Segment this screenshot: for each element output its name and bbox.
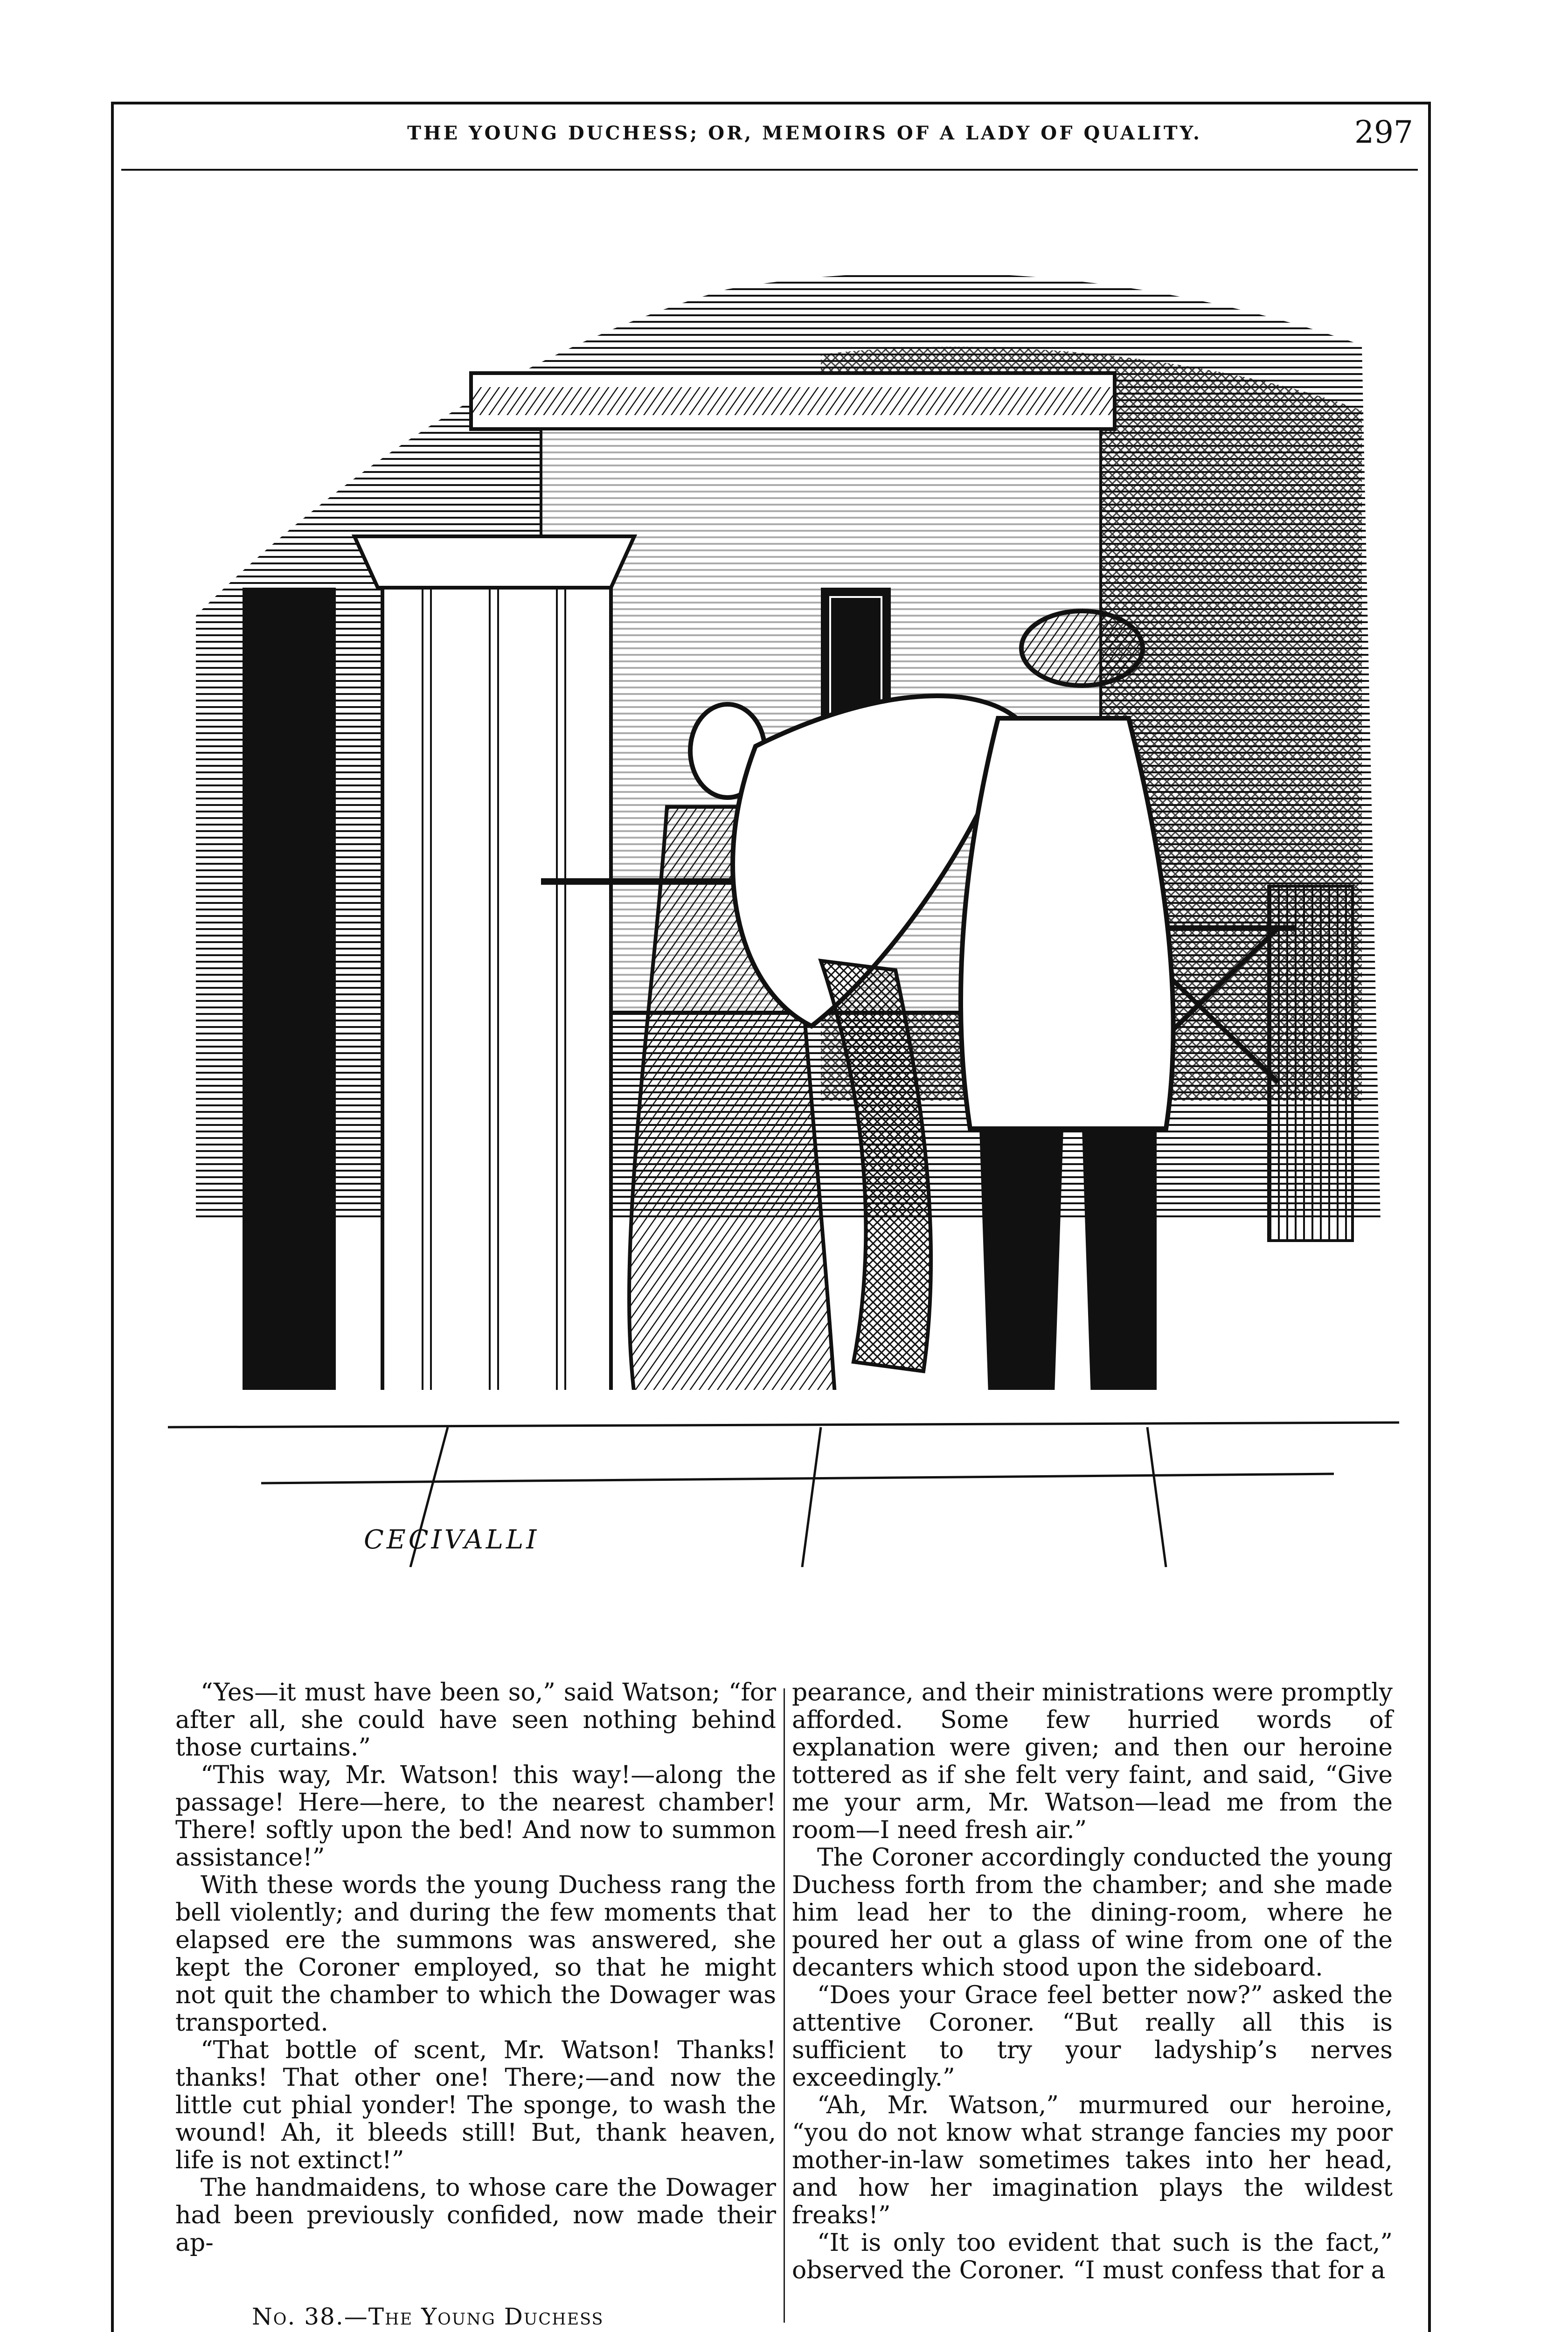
paragraph: “Ah, Mr. Watson,” murmured our heroine, “you do not know what strange fancies my poor mother-in-law sometimes takes into her head, and how her imagination plays the wildest freaks!” (792, 2091, 1393, 2229)
doric-columns (243, 536, 634, 1418)
footer-signature: No. 38.—The Young Duchess (252, 2303, 604, 2330)
header-rule (121, 169, 1418, 171)
text-column-left (175, 1679, 776, 2295)
page-frame-left (111, 102, 114, 2332)
column-divider (784, 1688, 785, 2323)
paragraph: “Yes—it must have been so,” said Watson; “for after all, she could have seen nothing behind those curtains.” (175, 1679, 776, 1762)
paragraph: With these words the young Duchess rang the bell violently; and during the few moments that elapsed ere the summons was answered, she kept the Coroner employed, so that he might not quit the chamber to which the Dowager was transported. (175, 1871, 776, 2037)
paragraph: The Coroner accordingly conducted the young Duchess forth from the chamber; and she made him lead her to the dining-room, where he poured her out a glass of wine from one of the decanters which stood upon the sideboard. (792, 1844, 1393, 1982)
running-title: THE YOUNG DUCHESS; OR, MEMOIRS OF A LADY OF QUALITY. (407, 122, 1202, 144)
engraver-signature: CECIVALLI (364, 1525, 540, 1555)
page-frame-top (111, 102, 1431, 104)
paragraph: “Does your Grace feel better now?” asked the attentive Coroner. “But really all this is sufficient to try your ladyship’s nerves exceedingly.” (792, 1981, 1393, 2092)
paragraph: “That bottle of scent, Mr. Watson! Thanks! thanks! That other one! There;—and now the little cut phial yonder! The sponge, to wash the wound! Ah, it bleeds still! But, thank heaven, life is not extinct!” (175, 2036, 776, 2174)
paragraph: “This way, Mr. Watson! this way!—along the passage! Here—here, to the nearest chamber! There! softly upon the bed! And now to summon assistance!” (175, 1761, 776, 1872)
pavement (168, 1390, 1399, 1567)
text-column-right (792, 1679, 1393, 2295)
paragraph: The handmaidens, to whose care the Dowager had been previously confided, now made their ap- (175, 2174, 776, 2257)
page-frame-right (1428, 102, 1431, 2332)
engraving-illustration (168, 261, 1399, 1567)
paragraph: “It is only too evident that such is the fact,” observed the Coroner. “I must confess that for a (792, 2229, 1393, 2284)
page-number: 297 (1354, 114, 1413, 150)
paragraph-continuation: pearance, and their ministrations were promptly afforded. Some few hurried words of explanation were given; and then our heroine tottered as if she felt very faint, and said, “Give me your arm, Mr. Watson—lead me from the room—I need fresh air.” (792, 1679, 1393, 1844)
